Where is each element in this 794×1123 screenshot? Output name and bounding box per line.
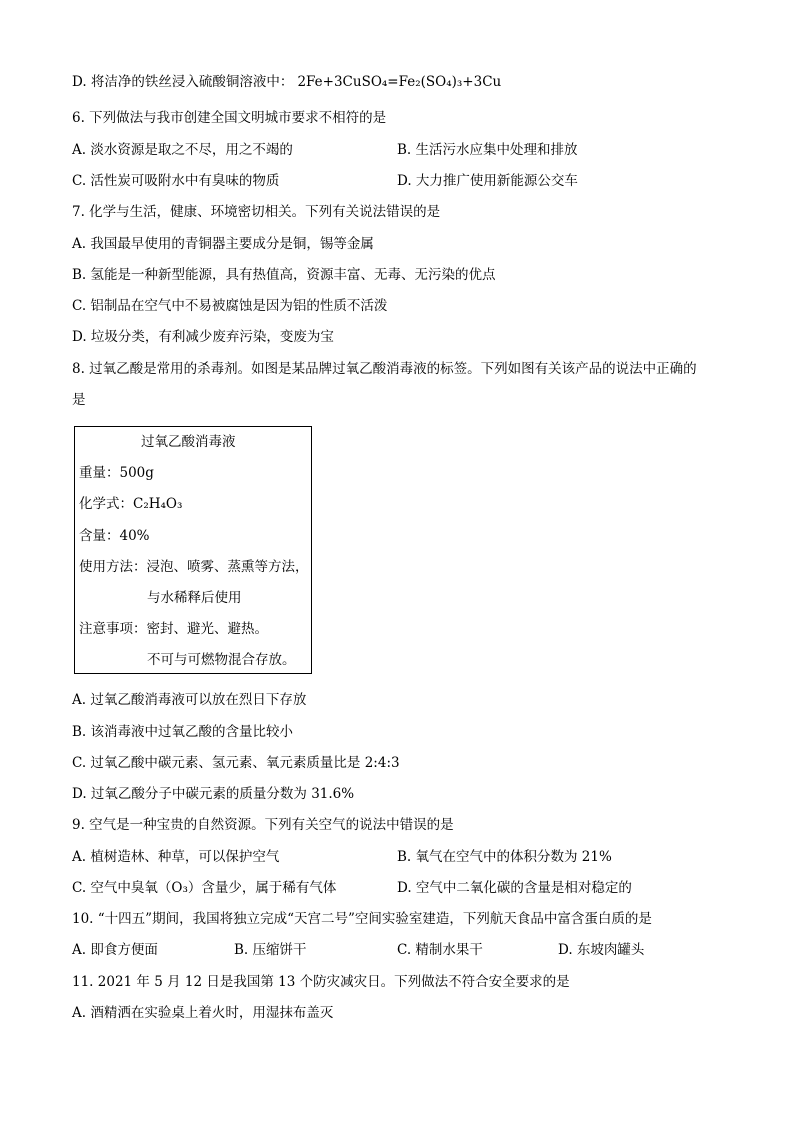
q11-stem: 11. 2021 年 5 月 12 日是我国第 13 个防灾减灾日。下列做法不符合安全要求的是 xyxy=(72,974,570,990)
label-notes-line1: 注意事项：密封、避光、避热。 xyxy=(79,621,268,637)
product-label-box xyxy=(74,426,312,674)
q9-option-a: A. 植树造林、种草，可以保护空气 xyxy=(72,849,280,865)
q7-option-b: B. 氢能是一种新型能源，具有热值高，资源丰富、无毒、无污染的优点 xyxy=(72,267,496,283)
q10-option-a: A. 即食方便面 xyxy=(72,942,158,958)
q5-option-d xyxy=(72,72,501,92)
label-title: 过氧乙酸消毒液 xyxy=(141,434,236,450)
label-usage-line2: 与水稀释后使用 xyxy=(147,590,242,606)
q5-option-d-equation: 2Fe+3CuSO₄=Fe₂(SO₄)₃+3Cu xyxy=(297,74,502,90)
q8-stem-line1: 8. 过氧乙酸是常用的杀毒剂。如图是某品牌过氧乙酸消毒液的标签。下列如图有关该产品的说法中正确的 xyxy=(72,361,697,377)
q10-option-d: D. 东坡肉罐头 xyxy=(558,942,645,958)
label-content: 含量：40% xyxy=(79,528,150,544)
q6-option-b: B. 生活污水应集中处理和排放 xyxy=(397,142,578,158)
label-usage-line1: 使用方法：浸泡、喷雾、蒸熏等方法， xyxy=(79,559,309,575)
q7-option-c: C. 铝制品在空气中不易被腐蚀是因为铝的性质不活泼 xyxy=(72,298,388,314)
q8-option-d: D. 过氧乙酸分子中碳元素的质量分数为 31.6% xyxy=(72,786,355,802)
q10-option-b: B. 压缩饼干 xyxy=(234,942,307,958)
q8-stem-line2: 是 xyxy=(72,392,86,408)
q8-option-a: A. 过氧乙酸消毒液可以放在烈日下存放 xyxy=(72,692,307,708)
label-formula-value: C₂H₄O₃ xyxy=(133,496,183,512)
label-formula-prefix: 化学式： xyxy=(79,496,133,512)
q7-option-a: A. 我国最早使用的青铜器主要成分是铜，锡等金属 xyxy=(72,236,374,252)
q6-option-c: C. 活性炭可吸附水中有臭味的物质 xyxy=(72,173,280,189)
label-weight: 重量：500g xyxy=(79,465,154,481)
q9-option-b: B. 氧气在空气中的体积分数为 21% xyxy=(397,849,612,865)
label-formula xyxy=(79,494,182,514)
label-notes-line2: 不可与可燃物混合存放。 xyxy=(147,652,296,668)
q5-option-d-text: D. 将洁净的铁丝浸入硫酸铜溶液中： xyxy=(72,74,294,90)
q10-option-c: C. 精制水果干 xyxy=(397,942,483,958)
q6-option-d: D. 大力推广使用新能源公交车 xyxy=(397,173,578,189)
q10-stem: 10. “十四五”期间，我国将独立完成“天宫二号”空间实验室建造，下列航天食品中富含蛋白质的是 xyxy=(72,911,652,927)
q9-option-d: D. 空气中二氧化碳的含量是相对稳定的 xyxy=(397,880,632,896)
q8-option-b: B. 该消毒液中过氧乙酸的含量比较小 xyxy=(72,724,294,740)
q9-option-c: C. 空气中臭氧（O₃）含量少，属于稀有气体 xyxy=(72,880,337,896)
q11-option-a: A. 酒精洒在实验桌上着火时，用湿抹布盖灭 xyxy=(72,1005,334,1021)
q7-option-d: D. 垃圾分类，有利减少废弃污染，变废为宝 xyxy=(72,329,334,345)
q8-option-c: C. 过氧乙酸中碳元素、氢元素、氧元素质量比是 2:4:3 xyxy=(72,755,400,771)
q9-stem: 9. 空气是一种宝贵的自然资源。下列有关空气的说法中错误的是 xyxy=(72,817,454,833)
q6-option-a: A. 淡水资源是取之不尽，用之不竭的 xyxy=(72,142,293,158)
q6-stem: 6. 下列做法与我市创建全国文明城市要求不相符的是 xyxy=(72,110,387,126)
q7-stem: 7. 化学与生活，健康、环境密切相关。下列有关说法错误的是 xyxy=(72,204,441,220)
